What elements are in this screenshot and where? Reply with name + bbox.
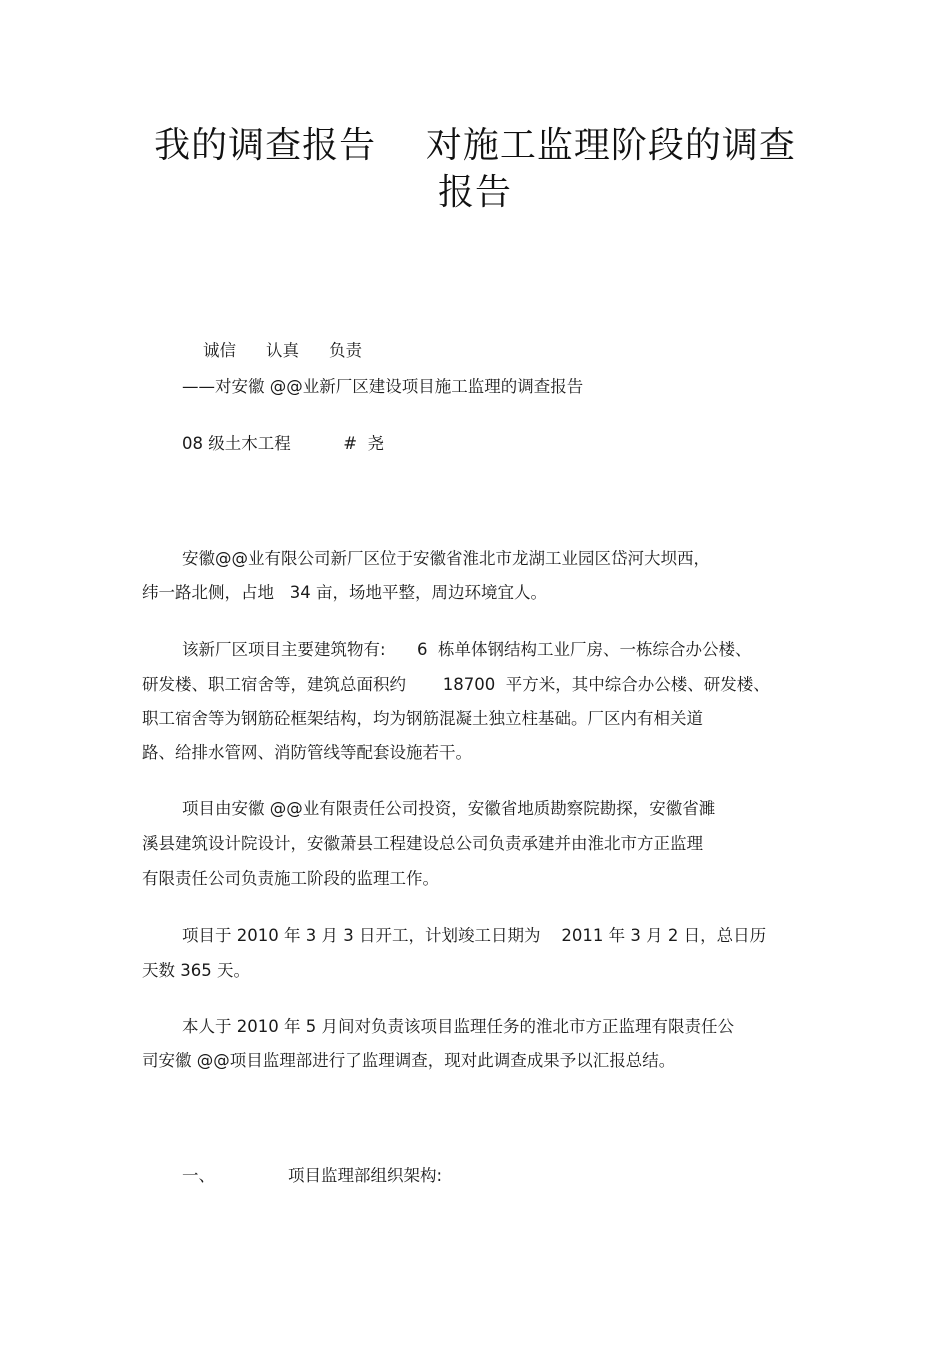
motto-word: 认真 (265, 341, 299, 360)
report-title-line-2: 报告 (437, 172, 512, 213)
paragraph-line: 本人于 2010 年 5 月间对负责该项目监理任务的淮北市方正监理有限责任公 (182, 1017, 734, 1036)
subtitle: ——对安徽 @@业新厂区建设项目施工监理的调查报告 (182, 377, 584, 396)
paragraph-line: 安徽@@业有限公司新厂区位于安徽省淮北市龙湖工业园区岱河大坝西， (182, 549, 710, 568)
paragraph-line: 纬一路北侧，占地 34 亩，场地平整，周边环境宜人。 (142, 583, 547, 602)
paragraph-line: 研发楼、职工宿舍等，建筑总面积约 18700 平方米，其中综合办公楼、研发楼、 (142, 675, 770, 694)
paragraph-line: 该新厂区项目主要建筑物有: 6 栋单体钢结构工业厂房、一栋综合办公楼、 (182, 640, 752, 659)
paragraph-line: 天数 365 天。 (142, 961, 250, 980)
paragraph-line: 有限责任公司负责施工阶段的监理工作。 (142, 869, 439, 888)
paragraph-line: 项目于 2010 年 3 月 3 日开工，计划竣工日期为 2011 年 3 月 2 日，总日历 (182, 926, 767, 945)
motto-word: 负责 (328, 341, 362, 360)
paragraph-line: 路、给排水管网、消防管线等配套设施若干。 (142, 743, 472, 762)
motto-word: 诚信 (202, 341, 236, 360)
section-number: 一、 (182, 1166, 215, 1185)
paragraph-line: 溪县建筑设计院设计，安徽萧县工程建设总公司负责承建并由淮北市方正监理 (142, 834, 703, 853)
section-title: 项目监理部组织架构: (288, 1166, 443, 1185)
paragraph-line: 项目由安徽 @@业有限责任公司投资，安徽省地质勘察院勘探，安徽省濉 (182, 799, 716, 818)
paragraph-line: 司安徽 @@项目监理部进行了监理调查，现对此调查成果予以汇报总结。 (142, 1051, 676, 1070)
motto (182, 318, 392, 384)
report-title-line-1: 我的调查报告 对施工监理阶段的调查 (154, 125, 796, 166)
author-line: 08 级土木工程 # 尧 (182, 434, 385, 453)
paragraph-line: 职工宿舍等为钢筋砼框架结构，均为钢筋混凝土独立柱基础。厂区内有相关道 (142, 709, 703, 728)
